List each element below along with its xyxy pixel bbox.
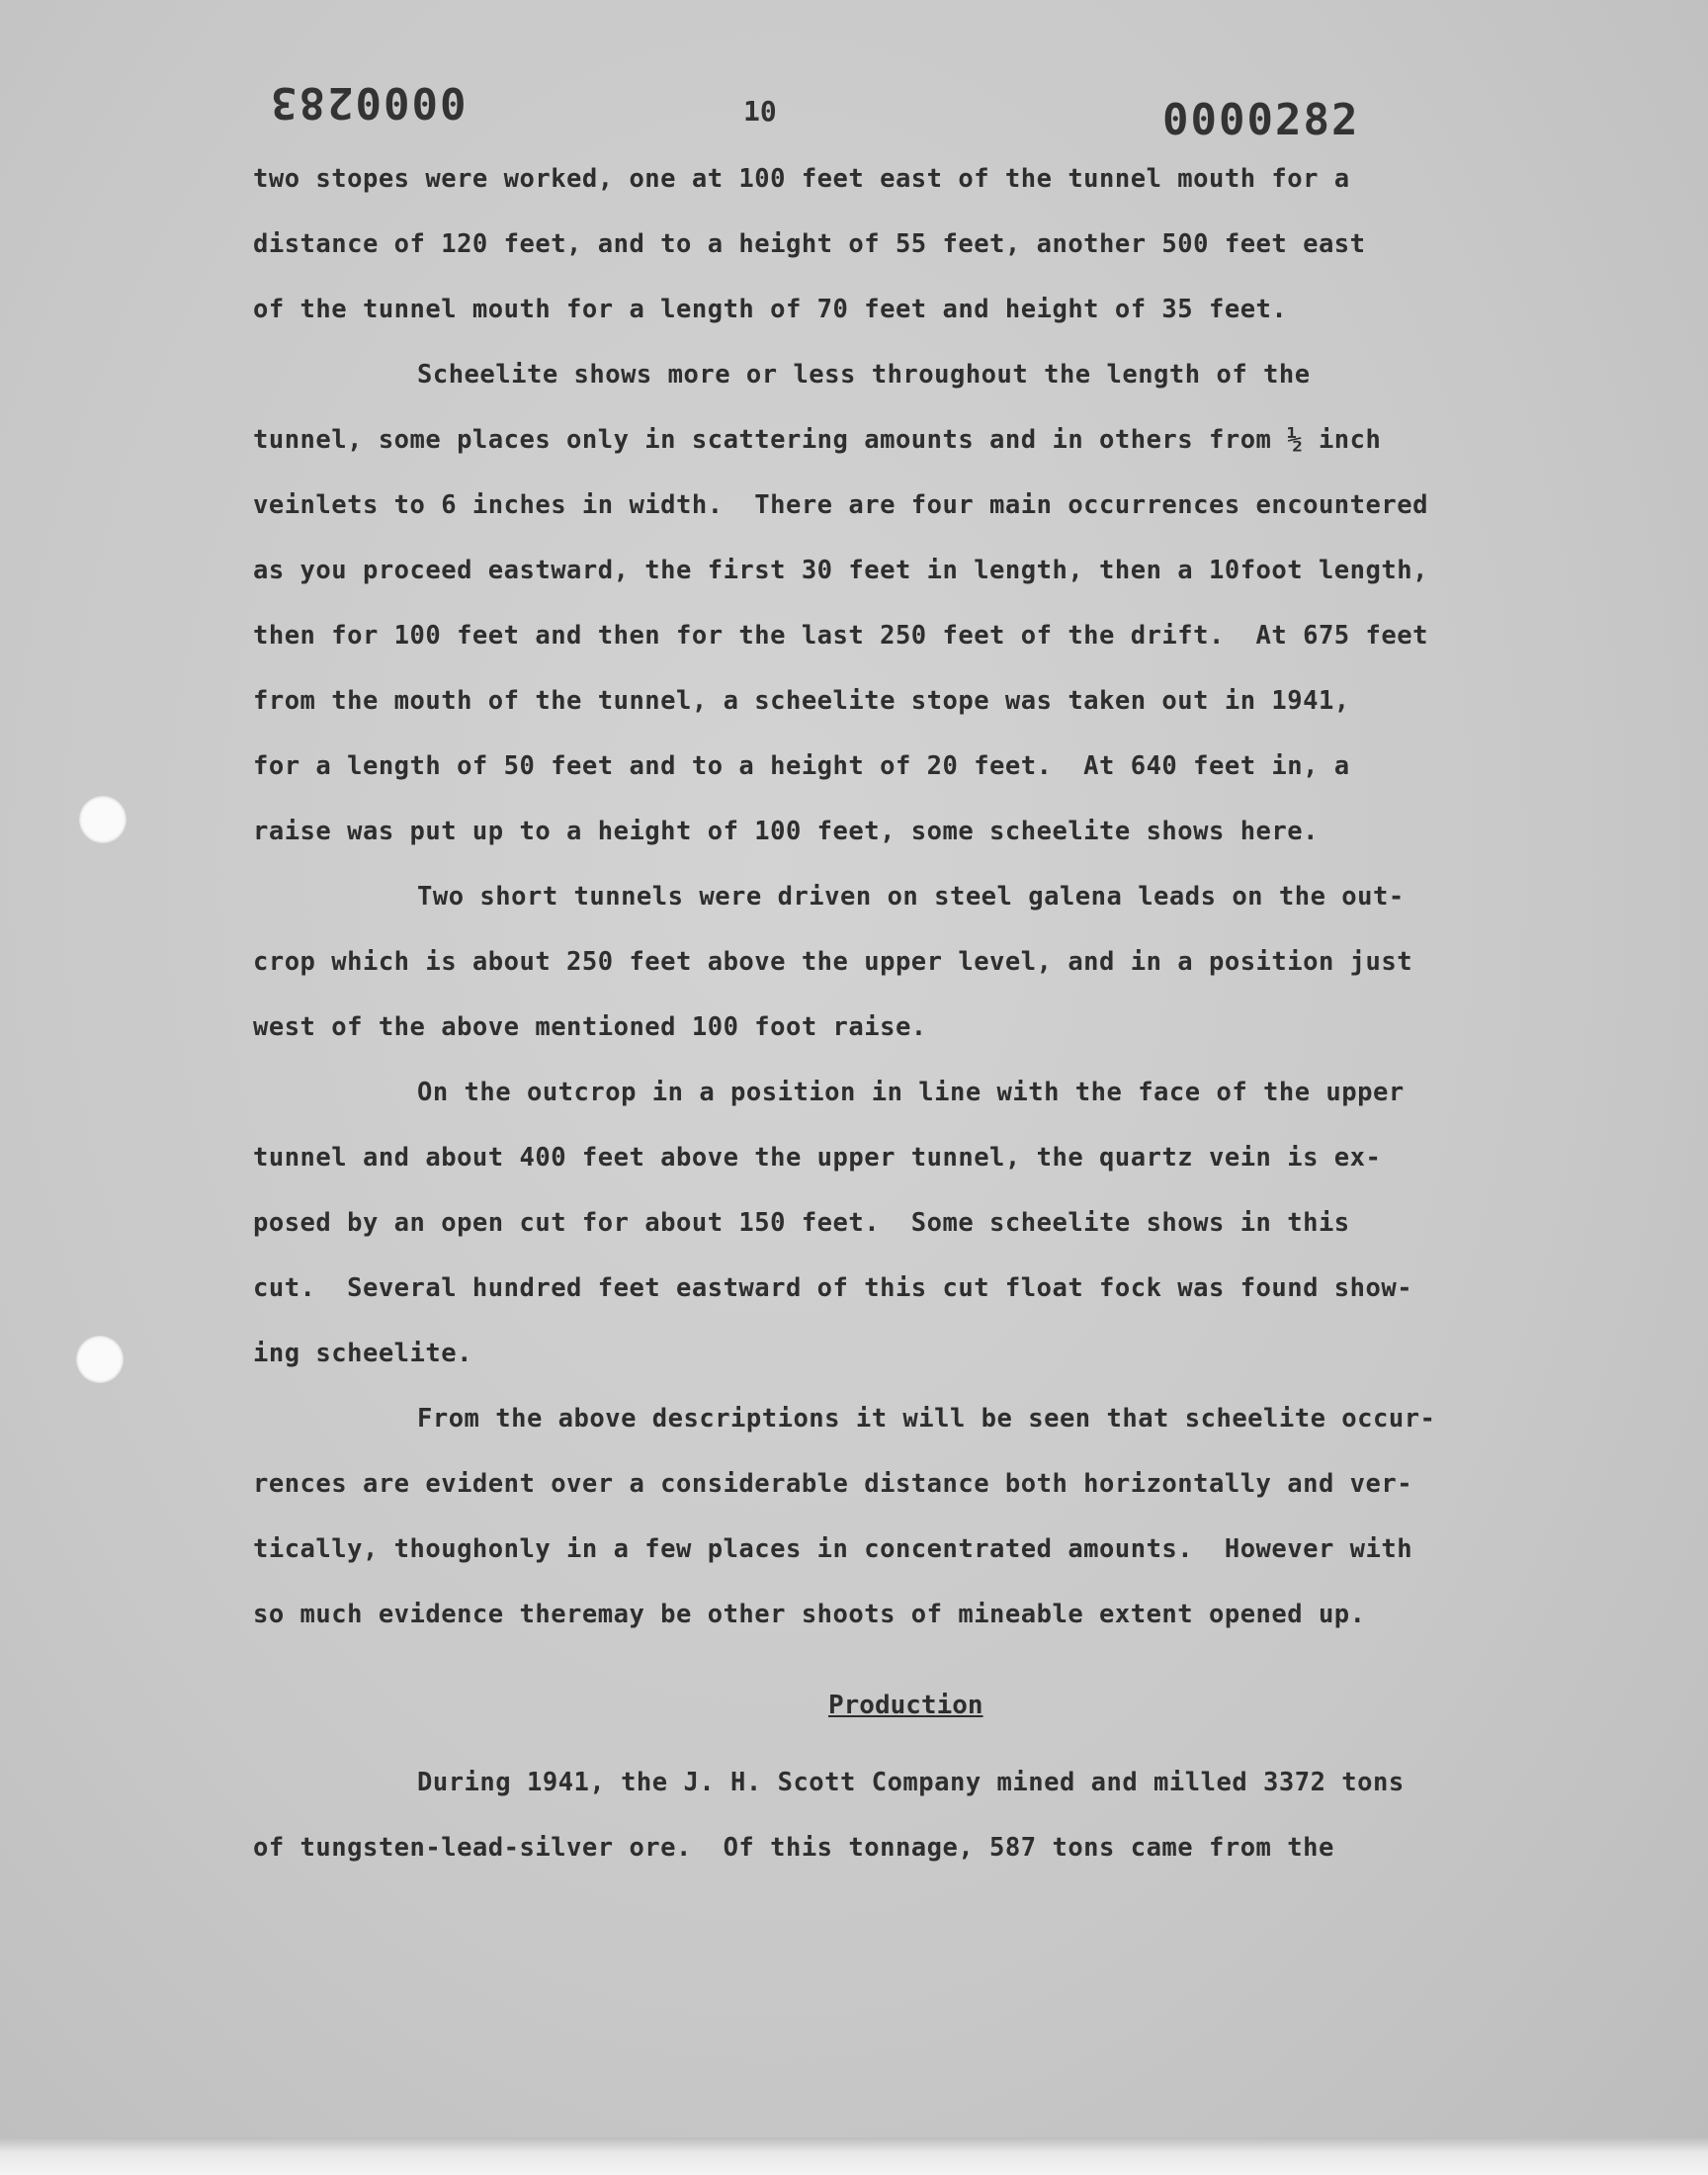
body-text [253,1750,1498,1880]
text-line: as you proceed eastward, the first 30 feet in length, then a 10foot length, [253,556,1428,585]
text-line: raise was put up to a height of 100 feet, some scheelite shows here. [253,817,1319,846]
text-line: cut. Several hundred feet eastward of this cut float fock was found show- [253,1273,1413,1303]
text-line: On the outcrop in a position in line with the face of the upper [417,1078,1405,1107]
text-line: rences are evident over a considerable distance both horizontally and ver- [253,1469,1413,1499]
text-line: posed by an open cut for about 150 feet. Some scheelite shows in this [253,1208,1350,1238]
punch-hole [79,796,127,843]
text-line: During 1941, the J. H. Scott Company mined and milled 3372 tons [417,1768,1405,1797]
scan-edge [0,2137,1708,2175]
text-line: of the tunnel mouth for a length of 70 feet and height of 35 feet. [253,295,1288,324]
text-line: from the mouth of the tunnel, a scheelite stope was taken out in 1941, [253,686,1350,716]
text-line: so much evidence theremay be other shoots of mineable extent opened up. [253,1600,1366,1629]
text-line: tunnel and about 400 feet above the upper tunnel, the quartz vein is ex- [253,1143,1382,1173]
document-id-stamp-upside-down: 0000283 [269,77,467,128]
text-line: Scheelite shows more or less throughout the length of the [417,360,1311,390]
text-line: for a length of 50 feet and to a height of 20 feet. At 640 feet in, a [253,751,1350,781]
text-line: From the above descriptions it will be seen that scheelite occur- [417,1404,1436,1434]
text-line: crop which is about 250 feet above the upper level, and in a position just [253,947,1413,977]
text-line: ing scheelite. [253,1339,472,1368]
text-line: tunnel, some places only in scattering amounts and in others from ½ inch [253,425,1382,455]
text-line: of tungsten-lead-silver ore. Of this tonnage, 587 tons came from the [253,1833,1334,1863]
punch-hole [76,1336,124,1383]
text-line: Two short tunnels were driven on steel galena leads on the out- [417,882,1405,912]
text-line: then for 100 feet and then for the last 250 feet of the drift. At 675 feet [253,621,1428,651]
section-heading: Production [828,1691,983,1720]
page-number: 10 [743,95,777,128]
body-text [253,146,1498,1647]
text-line: tically, thoughonly in a few places in concentrated amounts. However with [253,1534,1413,1564]
text-line: two stopes were worked, one at 100 feet east of the tunnel mouth for a [253,164,1350,194]
document-id-stamp: 0000282 [1162,95,1360,145]
text-line: distance of 120 feet, and to a height of 55 feet, another 500 feet east [253,229,1366,259]
text-line: west of the above mentioned 100 foot raise. [253,1012,927,1042]
text-line: veinlets to 6 inches in width. There are four main occurrences encountered [253,490,1428,520]
